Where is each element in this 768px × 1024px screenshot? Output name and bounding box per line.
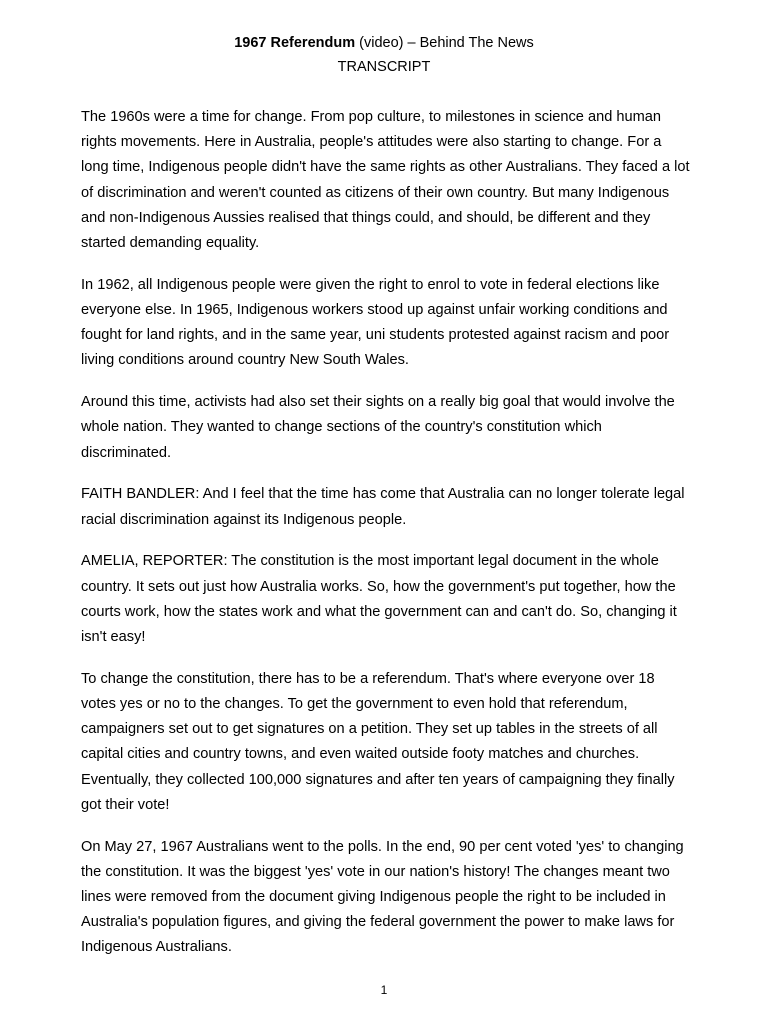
document-title	[0, 31, 768, 55]
transcript-body	[81, 105, 691, 977]
document-title-bold: 1967 Referendum	[234, 35, 356, 51]
paragraph: Around this time, activists had also set their sights on a really big goal that would involve the whole nation. They wanted to change sections of the country's constitution which discriminated.	[81, 394, 675, 461]
paragraph: On May 27, 1967 Australians went to the polls. In the end, 90 per cent voted 'yes' to changing the constitution. It was the biggest 'yes' vote in our nation's history! The changes meant two lines were removed from the document giving Indigenous people the right to be included in Australia's population figures, and giving the federal government the power to make laws for Indigenous Australians.	[81, 838, 684, 956]
paragraph: The 1960s were a time for change. From pop culture, to milestones in science and human rights movements. Here in Australia, people's attitudes were also starting to change. For a long time, Indigenous people didn't have the same rights as other Australians. They faced a lot of discrimination and weren't counted as citizens of their own country. But many Indigenous and non-Indigenous Aussies realised that things could, and should, be different and they started demanding equality.	[81, 109, 690, 252]
paragraph: AMELIA, REPORTER: The constitution is the most important legal document in the whole country. It sets out just how Australia works. So, how the government's put together, how the courts work, how the states work and what the government can and can't do. So, changing it isn't easy!	[81, 553, 677, 646]
paragraph: To change the constitution, there has to be a referendum. That's where everyone over 18 votes yes or no to the changes. To get the government to even hold that referendum, campaigners set out to get signatures on a petition. They set up tables in the streets of all capital cities and country towns, and even waited outside footy matches and churches. Eventually, they collected 100,000 signatures and after ten years of campaigning they finally got their vote!	[81, 670, 675, 813]
document-subtitle: TRANSCRIPT	[337, 59, 431, 75]
document-header	[0, 31, 768, 79]
document-title-rest: (video) – Behind The News	[355, 35, 534, 51]
paragraph: In 1962, all Indigenous people were given the right to enrol to vote in federal elections like everyone else. In 1965, Indigenous workers stood up against unfair working conditions and fought for land rights, and in the same year, uni students protested against racism and poor living conditions around country New South Wales.	[81, 276, 670, 369]
paragraph: FAITH BANDLER: And I feel that the time has come that Australia can no longer tolerate legal racial discrimination against its Indigenous people.	[81, 486, 685, 528]
page-number: 1	[380, 983, 388, 997]
